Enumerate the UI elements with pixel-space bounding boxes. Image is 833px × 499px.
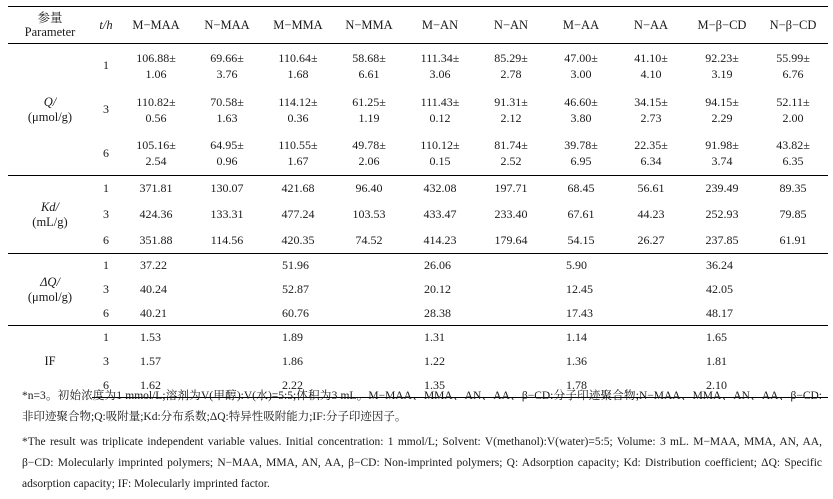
value-line: 3.76 [216,66,238,81]
value-line: 4.10 [640,66,662,81]
value-cell: 179.64 [494,232,528,247]
value-cell [192,44,262,88]
parameter-label [8,44,92,176]
value-line: 6.76 [782,66,804,81]
value-cell: 351.88 [139,232,173,247]
header-polymer: M−AN [404,7,476,44]
table-row [8,132,828,176]
time-cell: 3 [103,207,109,221]
value-cell: 1.35 [404,374,546,398]
value-cell: 1.57 [140,354,161,368]
time-cell: 1 [92,254,120,278]
value-line: 0.12 [429,110,451,125]
value-line: 2.29 [711,110,733,125]
parameter-label-line: Q/ [43,94,57,109]
value-cell: 1.86 [282,354,303,368]
value-cell: 51.96 [262,254,404,278]
value-cell: 197.71 [476,176,546,202]
value-line: 111.34± [420,50,460,65]
time-cell: 1 [92,176,120,202]
value-cell [120,132,192,176]
time-cell: 3 [103,354,109,368]
parameter-label-line: (mL/g) [32,214,68,229]
value-cell: 40.24 [140,282,167,296]
value-cell [758,132,828,176]
table-row [8,44,828,88]
value-cell: 477.24 [281,207,315,221]
value-cell [476,132,546,176]
parameter-label [8,254,92,326]
value-line: 0.96 [216,154,238,169]
value-line: 94.15± [705,94,739,109]
value-cell: 54.15 [567,232,595,247]
value-line: 3.80 [570,110,592,125]
value-cell: 79.85 [779,207,807,221]
time-cell: 3 [103,102,109,116]
time-cell: 1 [103,58,109,73]
value-cell [686,44,758,88]
value-cell [476,88,546,132]
value-cell: 17.43 [566,305,593,320]
value-line: 6.35 [782,154,804,169]
value-cell: 60.76 [282,305,309,320]
value-line: 110.55± [278,138,318,153]
value-cell [546,88,616,132]
value-cell [476,44,546,88]
value-line: 0.15 [429,154,451,169]
value-cell: 1.36 [566,354,587,368]
parameter-label-line: IF [44,354,56,369]
table-header-row [8,7,828,44]
value-cell: 37.22 [120,254,262,278]
parameter-label-line: ΔQ/ [40,274,60,289]
value-line: 1.68 [287,66,309,81]
value-line: 2.52 [500,154,522,169]
header-parameter-en: Parameter [24,25,76,39]
value-line: 70.58± [210,94,244,109]
value-line: 111.43± [420,94,460,109]
parameter-label-line: Kd/ [40,199,60,214]
header-polymer: M−MAA [120,7,192,44]
value-line: 46.60± [564,94,598,109]
value-line: 1.19 [358,110,380,125]
parameter-label-line: (μmol/g) [27,109,73,124]
parameter-label-line: (μmol/g) [27,289,73,304]
value-cell: 1.89 [262,326,404,350]
value-cell [262,44,334,88]
time-cell: 3 [103,282,109,296]
value-cell: 48.17 [706,305,733,320]
value-cell [616,132,686,176]
value-cell: 1.81 [706,354,727,368]
value-cell: 68.45 [546,176,616,202]
value-cell: 36.24 [686,254,828,278]
value-cell: 44.23 [637,207,665,221]
value-cell: 12.45 [566,282,593,296]
value-cell: 233.40 [494,207,528,221]
value-cell: 133.31 [210,207,244,221]
table-row [8,350,828,374]
value-line: 0.36 [287,110,309,125]
table-row [8,176,828,202]
value-cell [686,88,758,132]
value-cell: 96.40 [334,176,404,202]
value-cell [758,44,828,88]
value-line: 2.54 [145,154,167,169]
footnote-cn [22,386,822,428]
table-row [8,202,828,228]
value-cell: 1.78 [546,374,686,398]
value-cell: 40.21 [140,305,167,320]
adsorption-table [8,6,828,398]
value-line: 2.06 [358,154,380,169]
value-cell [546,132,616,176]
value-cell: 1.65 [686,326,828,350]
value-line: 1.67 [287,154,309,169]
value-cell: 424.36 [139,207,173,221]
value-line: 34.15± [634,94,668,109]
value-cell [334,132,404,176]
value-cell: 61.91 [779,232,807,247]
value-line: 43.82± [776,138,810,153]
value-line: 3.06 [429,66,451,81]
value-cell: 26.06 [404,254,546,278]
value-cell: 239.49 [686,176,758,202]
value-cell: 414.23 [423,232,457,247]
value-cell [262,88,334,132]
value-cell: 42.05 [706,282,733,296]
header-polymer: M−MMA [262,7,334,44]
value-cell: 130.07 [192,176,262,202]
value-line: 1.63 [216,110,238,125]
header-parameter [8,7,92,44]
value-cell: 2.22 [262,374,404,398]
value-line: 91.31± [494,94,528,109]
table-body [8,44,828,398]
value-cell: 114.56 [210,232,244,247]
time-cell: 6 [92,374,120,398]
value-line: 3.00 [570,66,592,81]
value-line: 61.25± [352,94,386,109]
value-line: 52.11± [776,94,810,109]
value-cell [616,44,686,88]
footnote-en-text: *The result was triplicate independent variable values. Initial concentration: 1 mmol/L; Solvent: V(methanol):V(water)=5:5; Volume: 3 mL. M−MAA, MMA, AN, AA, β−CD: Molecularly imprinted polymers; N−MAA, MMA, AN, AA, β−CD: Non-imprinted polymers; Q: Adsorption capacity; Kd: Distribution coefficient; ΔQ: Specific adsorption capacity; IF: Molecularly imprinted factor. [22,436,822,490]
value-line: 49.78± [352,138,386,153]
value-cell [192,88,262,132]
time-cell: 6 [103,145,109,160]
value-cell: 237.85 [705,232,739,247]
table-row [8,326,828,350]
time-cell: 6 [103,232,109,247]
time-cell: 1 [92,326,120,350]
value-cell [192,132,262,176]
header-polymer: N−AN [476,7,546,44]
value-cell: 252.93 [705,207,739,221]
value-cell: 103.53 [352,207,386,221]
value-cell [262,132,334,176]
value-cell [758,88,828,132]
value-line: 81.74± [494,138,528,153]
value-cell [334,88,404,132]
table-row [8,228,828,254]
value-line: 1.06 [145,66,167,81]
header-parameter-cn: 参量 [37,11,63,25]
header-polymer: N−β−CD [758,7,828,44]
value-cell: 432.08 [404,176,476,202]
value-line: 110.12± [420,138,460,153]
value-line: 2.73 [640,110,662,125]
time-cell: 6 [103,305,109,320]
value-line: 91.98± [705,138,739,153]
value-cell: 371.81 [120,176,192,202]
table-row [8,278,828,302]
value-line: 69.66± [210,50,244,65]
header-polymer: M−AA [546,7,616,44]
header-time: t/h [92,7,120,44]
value-line: 0.56 [145,110,167,125]
value-line: 6.61 [358,66,380,81]
value-line: 22.35± [634,138,668,153]
value-line: 105.16± [136,138,176,153]
value-cell: 1.62 [120,374,262,398]
header-polymer: N−MAA [192,7,262,44]
value-cell: 433.47 [423,207,457,221]
footnote-en [22,432,822,495]
table-row [8,88,828,132]
value-cell [616,88,686,132]
value-cell: 421.68 [262,176,334,202]
header-polymer: N−AA [616,7,686,44]
value-cell: 28.38 [424,305,451,320]
value-cell: 1.14 [546,326,686,350]
value-cell: 5.90 [546,254,686,278]
value-cell [334,44,404,88]
value-line: 110.64± [278,50,318,65]
value-cell [404,44,476,88]
value-cell: 2.10 [686,374,828,398]
table-row [8,302,828,326]
value-line: 58.68± [352,50,386,65]
value-cell: 1.22 [424,354,445,368]
value-cell: 67.61 [567,207,595,221]
value-cell: 56.61 [616,176,686,202]
value-cell: 52.87 [282,282,309,296]
value-line: 6.34 [640,154,662,169]
value-line: 64.95± [210,138,244,153]
value-line: 3.19 [711,66,733,81]
value-cell: 420.35 [281,232,315,247]
header-polymer: N−MMA [334,7,404,44]
value-line: 2.78 [500,66,522,81]
value-line: 110.82± [136,94,176,109]
footnote-cn-text: *n=3。初始浓度为1 mmol/L;溶剂为V(甲醇):V(水)=5:5;体积为3 mL。M−MAA、MMA、AN、AA、β−CD:分子印迹聚合物;N−MAA、MMA、AN、AA、β−CD:非印迹聚合物;Q:吸附量;Kd:分布系数;ΔQ:特异性吸附能力;IF:分子印迹因子。 [22,390,822,423]
value-line: 47.00± [564,50,598,65]
value-cell [546,44,616,88]
value-cell [120,88,192,132]
value-line: 106.88± [136,50,176,65]
value-line: 55.99± [776,50,810,65]
value-line: 114.12± [278,94,318,109]
value-line: 92.23± [705,50,739,65]
value-cell: 1.31 [404,326,546,350]
value-line: 39.78± [564,138,598,153]
value-cell: 1.53 [120,326,262,350]
header-polymer: M−β−CD [686,7,758,44]
value-line: 2.00 [782,110,804,125]
value-cell: 20.12 [424,282,451,296]
value-line: 85.29± [494,50,528,65]
value-cell [120,44,192,88]
value-cell: 26.27 [637,232,665,247]
value-line: 3.74 [711,154,733,169]
value-line: 41.10± [634,50,668,65]
value-cell [404,88,476,132]
value-cell [686,132,758,176]
value-cell [404,132,476,176]
parameter-label [8,176,92,254]
value-cell: 89.35 [758,176,828,202]
table-row [8,254,828,278]
value-cell: 74.52 [355,232,383,247]
value-line: 6.95 [570,154,592,169]
value-line: 2.12 [500,110,522,125]
